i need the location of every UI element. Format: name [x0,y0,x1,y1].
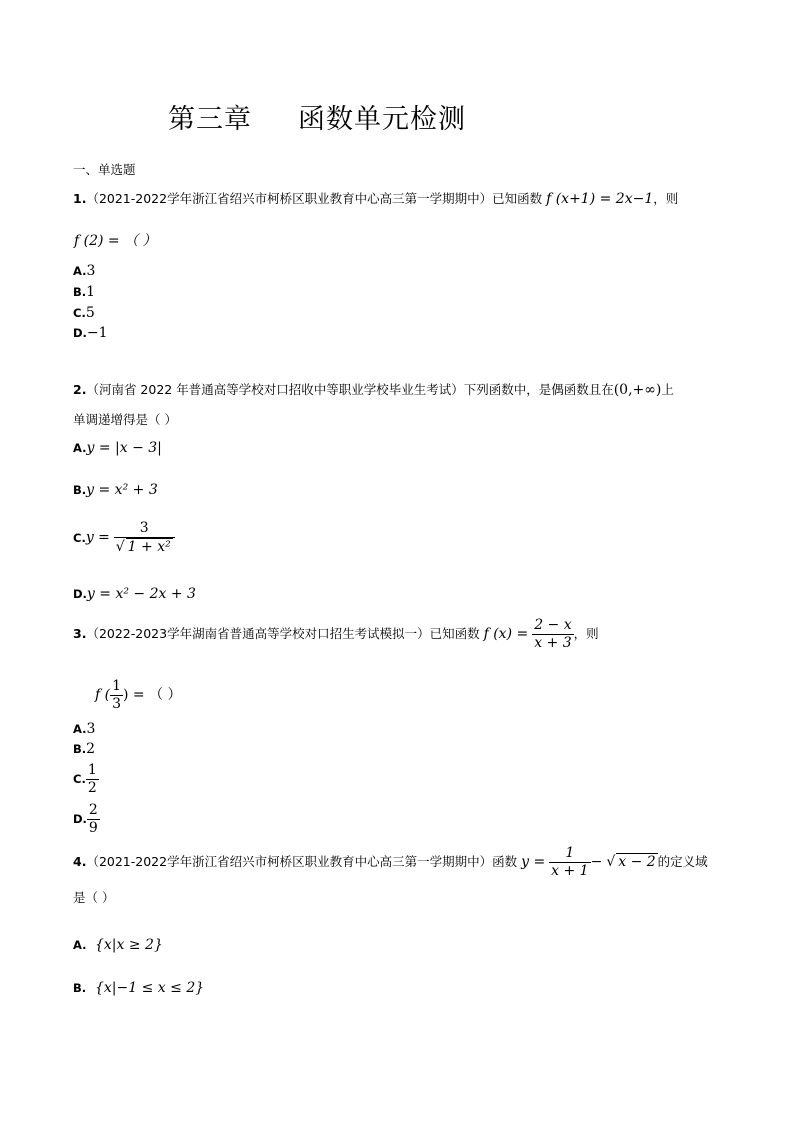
q4-option-b[interactable] [73,980,204,996]
option-value: 3 [86,721,96,737]
sqrt-radicand: x − 2 [618,854,656,870]
q3-option-b[interactable] [73,741,95,757]
question-source: （河南省 2022 年普通高等学校对口招收中等职业学校毕业生考试）下列函数中，是偶函数且在 [86,382,614,397]
question-3-line2 [95,678,182,713]
fraction-denominator: x + 1 [551,863,589,879]
question-4-line2: 是（ ） [73,890,115,905]
interval: (0,+∞) [613,382,662,398]
question-formula: f (x+1) = 2x−1 [546,191,654,207]
fraction [87,802,100,837]
q1-option-d[interactable] [73,325,108,341]
q2-option-b[interactable] [73,482,158,498]
function-lhs: f (x) = [483,626,529,642]
option-letter: B. [73,742,87,756]
page-title [168,97,466,136]
question-2 [73,380,674,398]
function-lhs: y = [521,854,546,870]
question-source: （2021-2022学年浙江省绍兴市柯桥区职业教育中心高三第一学期期中）已知函数 [86,191,543,206]
fraction-numerator: 1 [565,845,575,861]
fraction-denominator: 3 [112,696,122,712]
option-letter: A. [73,722,87,736]
question-source: （2022-2023学年湖南省普通高等学校对口招生考试模拟一）已知函数 [86,626,480,641]
option-value: y = x² + 3 [86,482,158,498]
question-number: 2. [73,382,87,397]
question-number: 4. [73,854,87,869]
fraction [110,678,123,713]
fraction [549,845,590,880]
option-letter: D. [73,812,87,826]
q2-option-d[interactable] [73,586,196,602]
question-number: 1. [73,191,87,206]
question-tail: 上 [661,382,674,397]
option-letter: D. [73,326,87,340]
fraction-numerator: 1 [112,678,122,694]
function-name: f ( [95,687,111,703]
fraction-numerator: 2 [88,802,98,818]
option-letter: C. [73,772,86,786]
question-tail: ，则 [653,191,679,206]
option-letter: C. [73,530,86,545]
fraction-denominator [114,537,175,556]
option-letter: B. [73,483,87,497]
section-heading: 一、单选题 [73,162,136,177]
fraction-denominator: 2 [87,780,97,796]
option-value: 5 [85,305,95,321]
fraction [532,617,573,652]
fraction-denominator: 9 [88,820,98,836]
fraction-numerator: 1 [87,762,97,778]
question-2-line2: 单调递增得是（ ） [73,412,177,427]
question-1 [73,189,678,207]
q1-option-c[interactable] [73,305,95,321]
option-letter: A. [73,938,87,952]
option-letter: C. [73,306,86,320]
chapter-name: 函数单元检测 [298,104,466,135]
option-letter: D. [73,587,87,601]
sqrt-radicand: 1 + x² [127,539,171,555]
minus-sign: − [590,854,603,870]
option-value: {x|−1 ≤ x ≤ 2} [95,980,205,996]
option-letter: A. [73,441,87,455]
question-tail: ，则 [573,626,599,641]
question-1-line2: f (2) = （ ） [74,233,157,249]
option-letter: A. [73,264,87,278]
fraction [86,762,99,797]
option-value: {x|x ≥ 2} [95,937,163,953]
sqrt-icon: √ [115,539,125,555]
chapter-label: 第三章 [168,104,252,135]
option-value: 1 [86,284,96,300]
question-3 [73,617,599,652]
q3-option-c[interactable] [73,762,99,797]
question-4 [73,845,708,880]
q2-option-c[interactable] [73,520,175,556]
q4-option-a[interactable] [73,937,163,953]
fraction-denominator: x + 3 [534,635,572,651]
fraction [114,520,175,556]
option-value: y = |x − 3| [86,440,162,456]
fraction-numerator: 3 [139,520,149,536]
question-source: （2021-2022学年浙江省绍兴市柯桥区职业教育中心高三第一学期期中）函数 [86,854,518,869]
q2-option-a[interactable] [73,440,162,456]
fraction-numerator: 2 − x [534,617,572,633]
q3-option-a[interactable] [73,721,95,737]
q3-option-d[interactable] [73,802,100,837]
option-value: 2 [86,741,96,757]
sqrt-icon: √ [606,854,616,870]
question-number: 3. [73,626,87,641]
expression-rest: ) = （ ） [123,687,182,703]
option-letter: B. [73,285,87,299]
option-value: y = x² − 2x + 3 [86,586,196,602]
option-value: −1 [86,325,108,341]
option-letter: B. [73,981,87,995]
q1-option-b[interactable] [73,284,95,300]
option-value: 3 [86,263,96,279]
sqrt-expression [606,854,657,870]
q1-option-a[interactable] [73,263,95,279]
option-lhs: y = [85,529,110,546]
question-tail: 的定义域 [657,854,708,869]
